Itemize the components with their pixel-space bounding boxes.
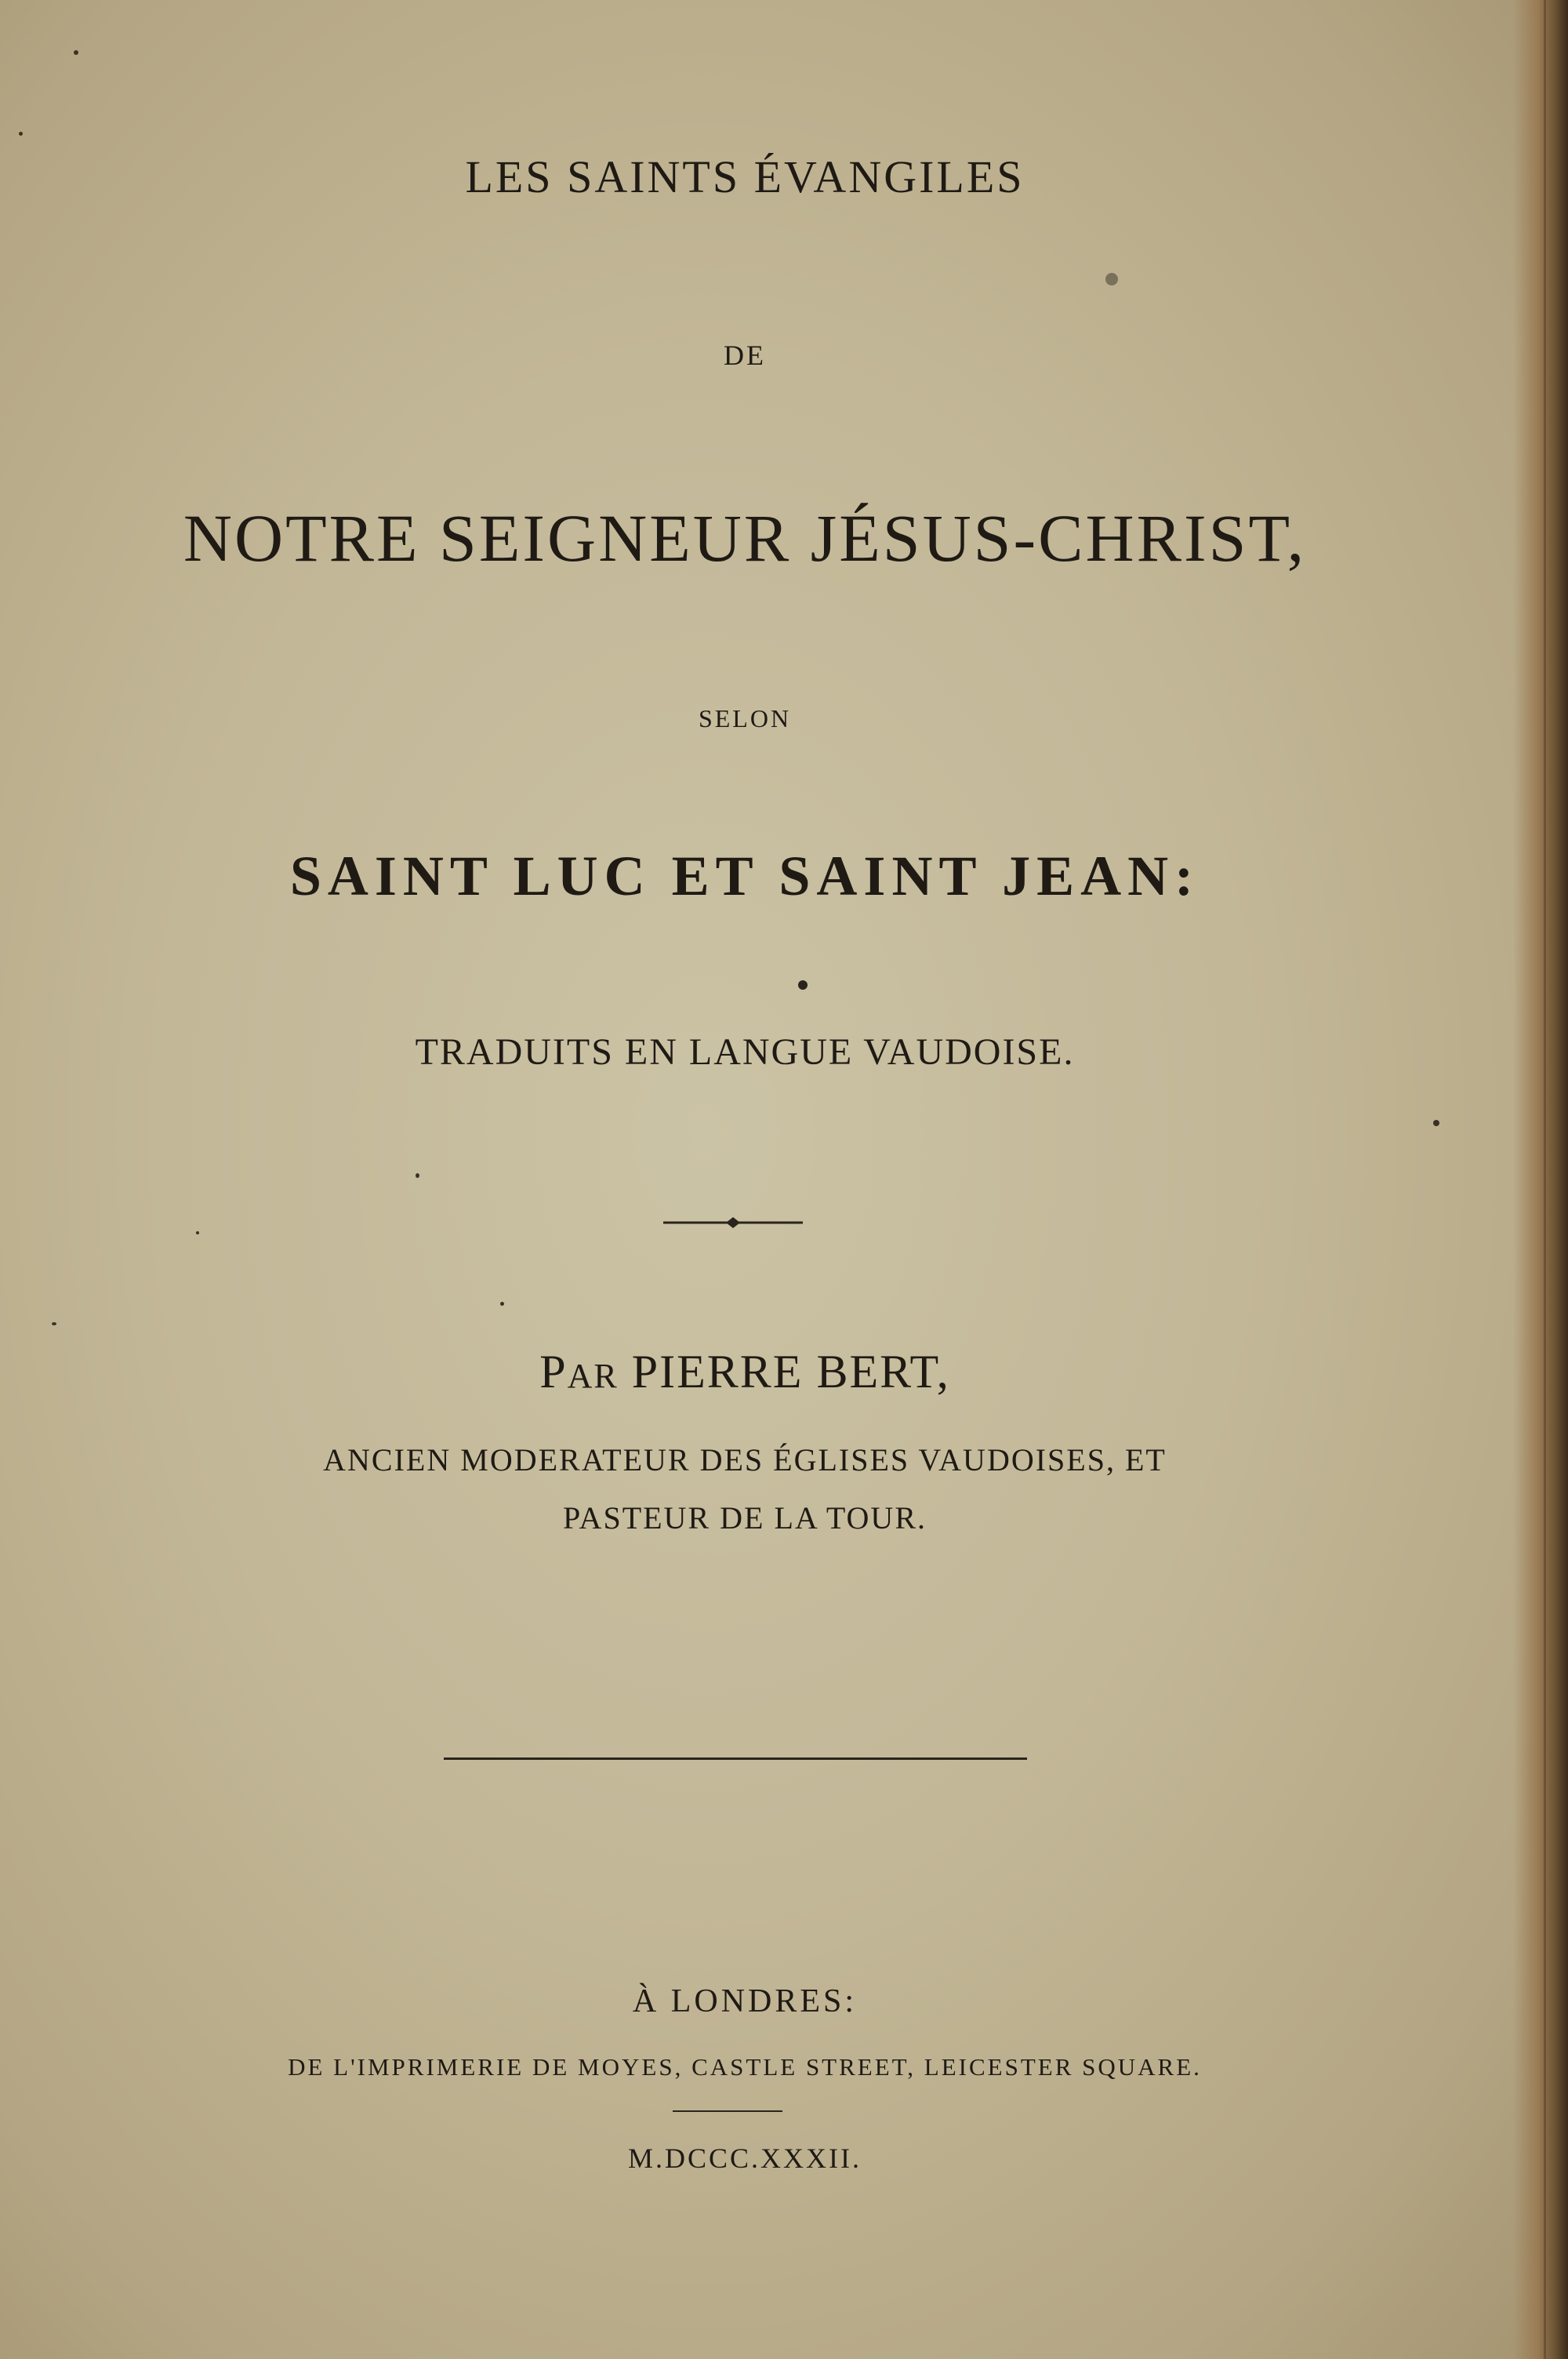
title-line-traduits: TRADUITS EN LANGUE VAUDOISE. [415,1031,1075,1073]
title-line-notre-seigneur: NOTRE SEIGNEUR JÉSUS-CHRIST, [183,500,1307,576]
page-edge [1513,0,1568,2359]
paper-speck [19,132,23,136]
imprint-printer: DE L'IMPRIMERIE DE MOYES, CASTLE STREET, LEICESTER SQUARE. [288,2053,1202,2081]
paper-speck [196,1231,199,1234]
title-line-de: DE [724,340,766,371]
paper-speck [52,1322,56,1325]
imprint-rule [673,2110,782,2112]
ornament-diamond-rule [663,1215,803,1230]
paper-speck [1105,273,1118,285]
paper-speck [416,1173,419,1178]
separator-rule [444,1757,1027,1760]
page-edge-line [1544,0,1546,2359]
title-line-les-saints-evangiles: LES SAINTS ÉVANGILES [465,151,1025,202]
author-title-line1: ANCIEN MODERATEUR DES ÉGLISES VAUDOISES, ET [323,1442,1167,1478]
author-par-initial: P [539,1346,568,1398]
author-par-rest: AR [567,1357,619,1395]
imprint-place: À LONDRES: [632,1983,858,2019]
author-name: PIERRE BERT, [631,1346,950,1398]
imprint-year: M.DCCC.XXXII. [627,2143,862,2174]
author-title-line2: PASTEUR DE LA TOUR. [562,1500,927,1536]
title-line-saint-luc-saint-jean: SAINT LUC ET SAINT JEAN: [289,845,1200,907]
ornament-dot [798,980,808,990]
paper-speck [1433,1120,1439,1126]
author-line [0,1345,1490,1399]
title-line-selon: SELON [698,704,792,732]
paper-speck [74,50,78,55]
paper-speck [500,1302,504,1306]
